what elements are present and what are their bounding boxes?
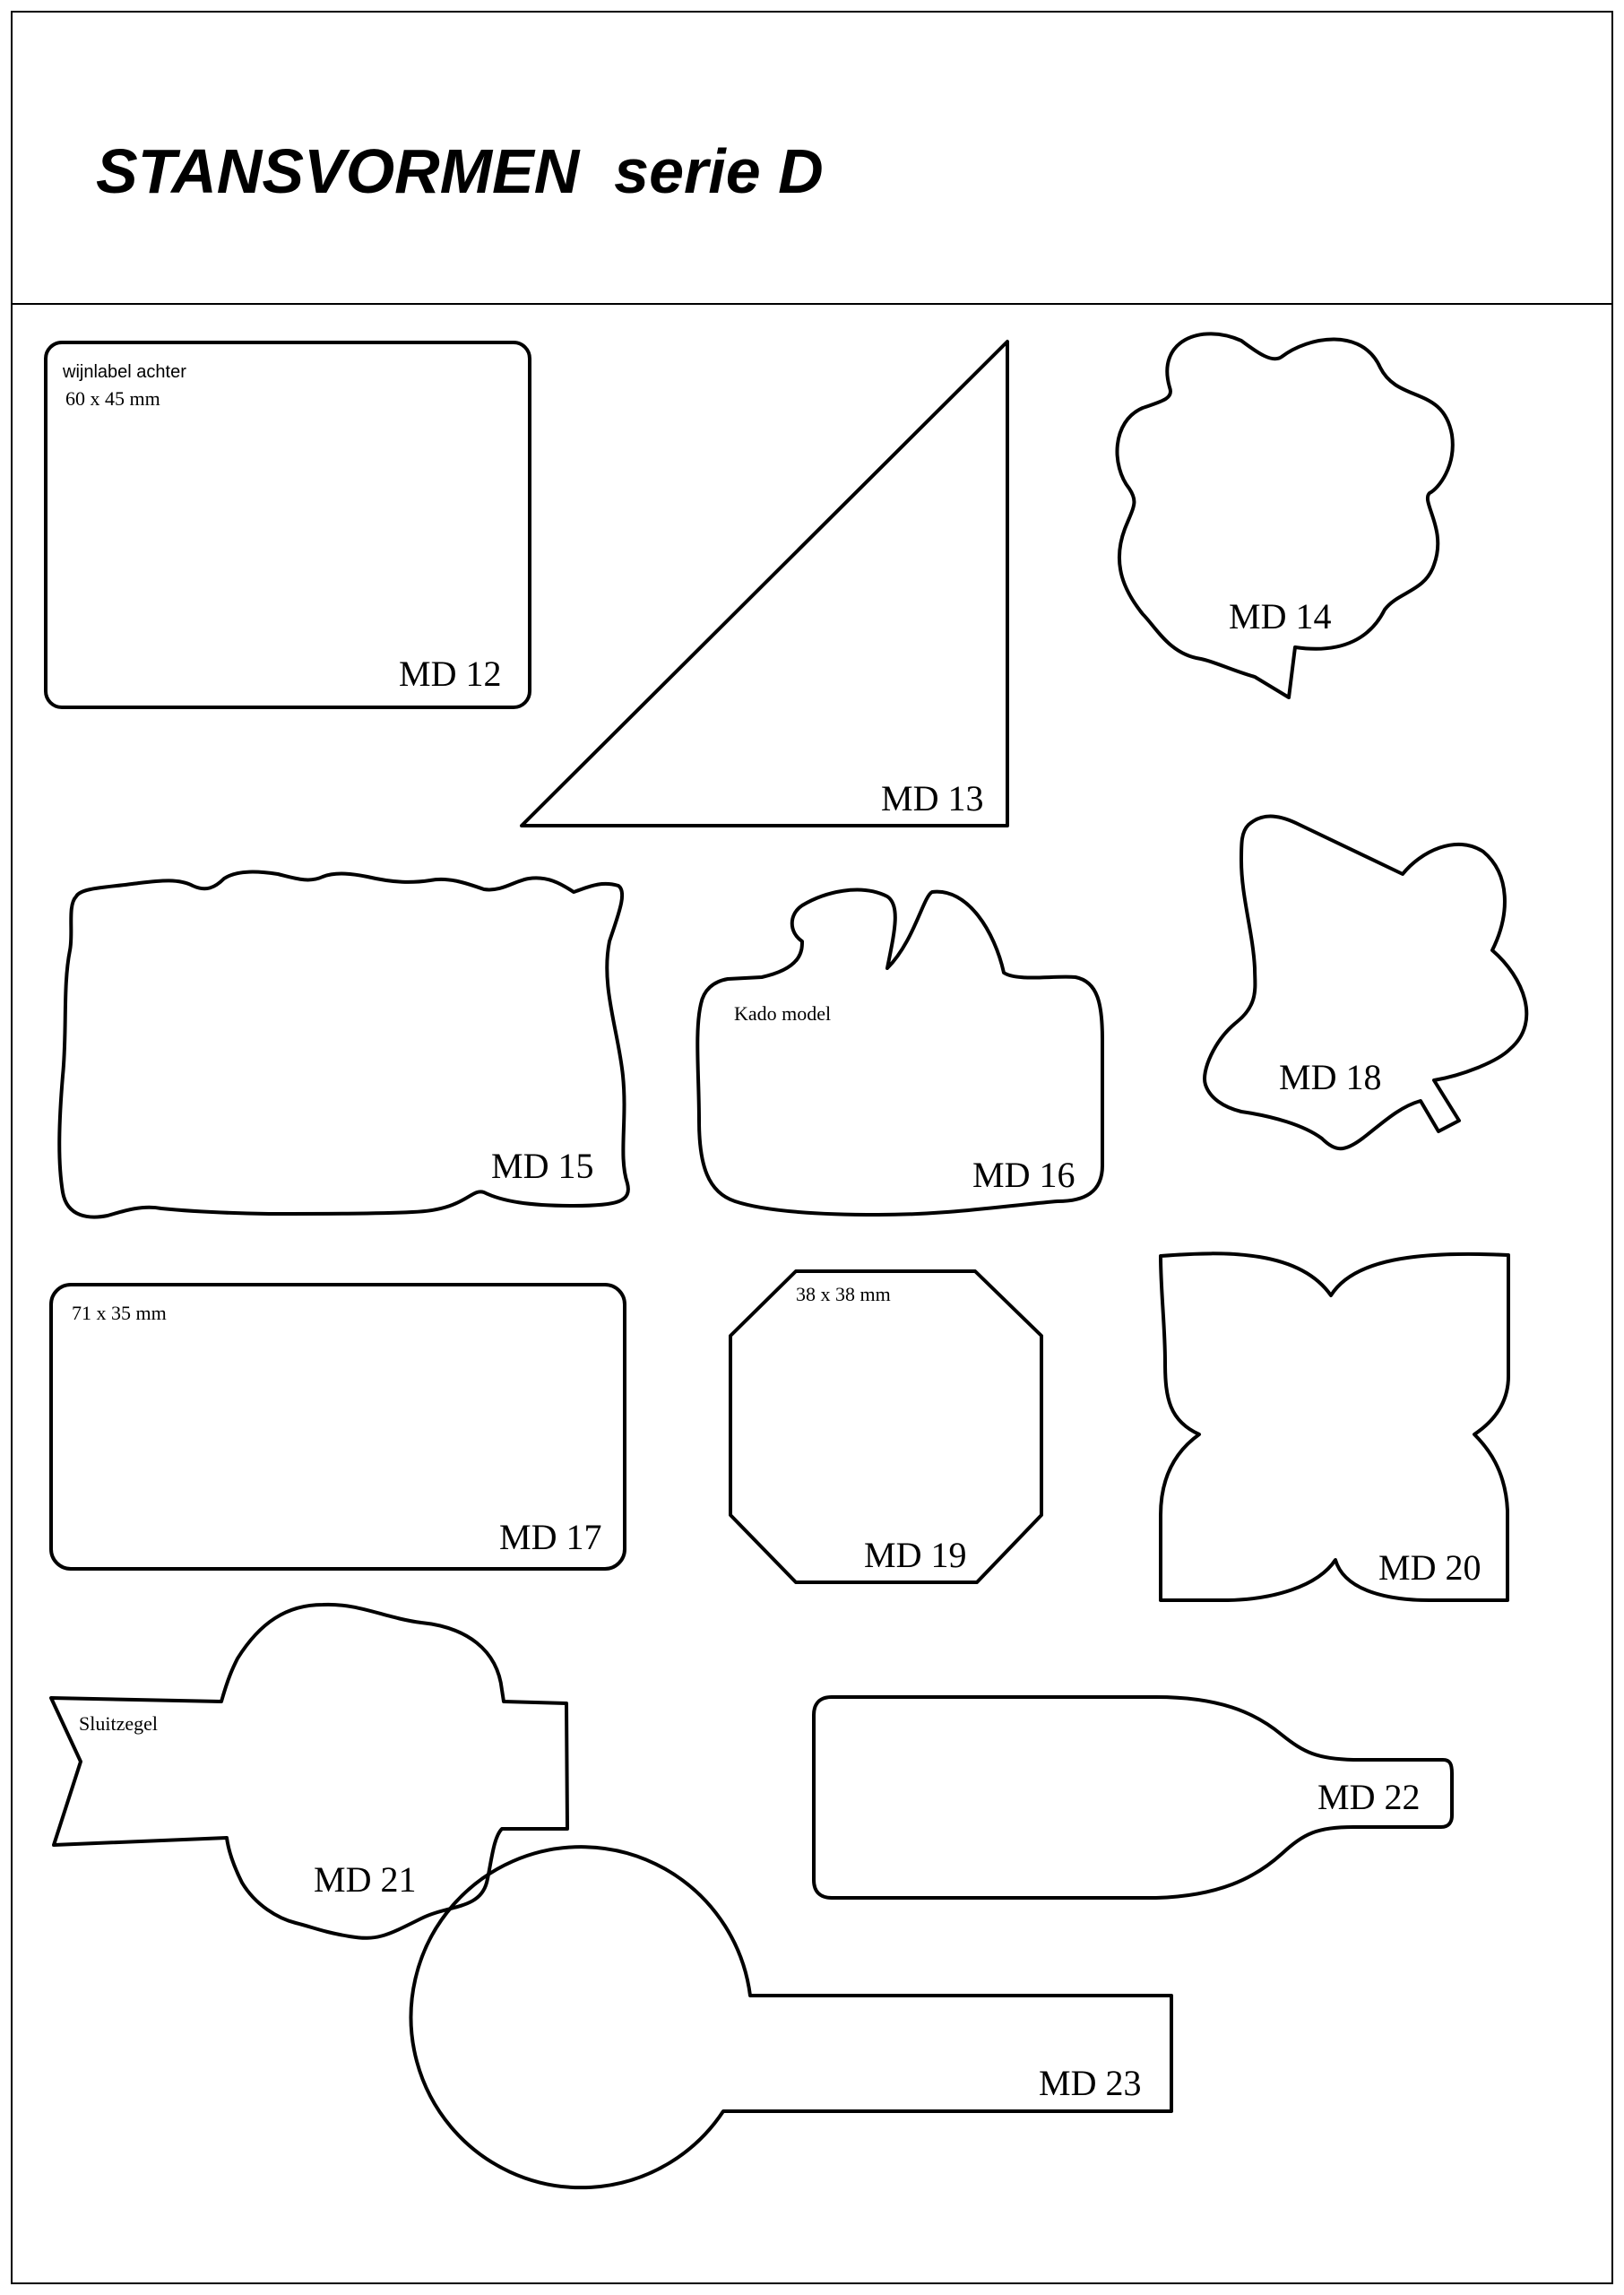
md20-label: MD 20 <box>1378 1547 1481 1588</box>
shape-md15 <box>59 872 628 1217</box>
md13-outline <box>522 342 1007 826</box>
md12-note-line1: wijnlabel achter <box>63 362 186 382</box>
md13-label: MD 13 <box>881 778 984 818</box>
md21-outline <box>51 1605 567 1938</box>
md16-label: MD 16 <box>972 1155 1075 1195</box>
md14-outline <box>1117 333 1452 697</box>
md21-note: Sluitzegel <box>79 1712 158 1735</box>
md15-label: MD 15 <box>491 1146 594 1186</box>
md18-outline <box>1205 817 1526 1149</box>
md17-label: MD 17 <box>499 1517 602 1557</box>
shape-md22 <box>814 1697 1452 1898</box>
md14-label: MD 14 <box>1229 596 1332 637</box>
md19-note: 38 x 38 mm <box>796 1283 891 1305</box>
page-title: STANSVORMEN serie D <box>96 136 824 206</box>
md21-label: MD 21 <box>314 1859 417 1900</box>
md22-label: MD 22 <box>1317 1777 1421 1817</box>
shape-md13 <box>522 342 1007 826</box>
md12-label: MD 12 <box>399 654 502 694</box>
shape-md17 <box>51 1285 625 1569</box>
md18-label: MD 18 <box>1279 1057 1382 1097</box>
md19-label: MD 19 <box>864 1535 967 1575</box>
shape-md21 <box>51 1605 567 1938</box>
md17-note: 71 x 35 mm <box>72 1302 167 1324</box>
shape-md14 <box>1117 333 1452 697</box>
shape-md18 <box>1205 817 1526 1149</box>
md12-note-line2: 60 x 45 mm <box>65 387 160 410</box>
shape-md20 <box>1161 1253 1508 1600</box>
md23-label: MD 23 <box>1039 2063 1142 2103</box>
shape-md16 <box>697 890 1102 1215</box>
shape-md19 <box>730 1271 1041 1582</box>
shape-md12 <box>46 342 530 707</box>
md16-note: Kado model <box>734 1002 832 1025</box>
